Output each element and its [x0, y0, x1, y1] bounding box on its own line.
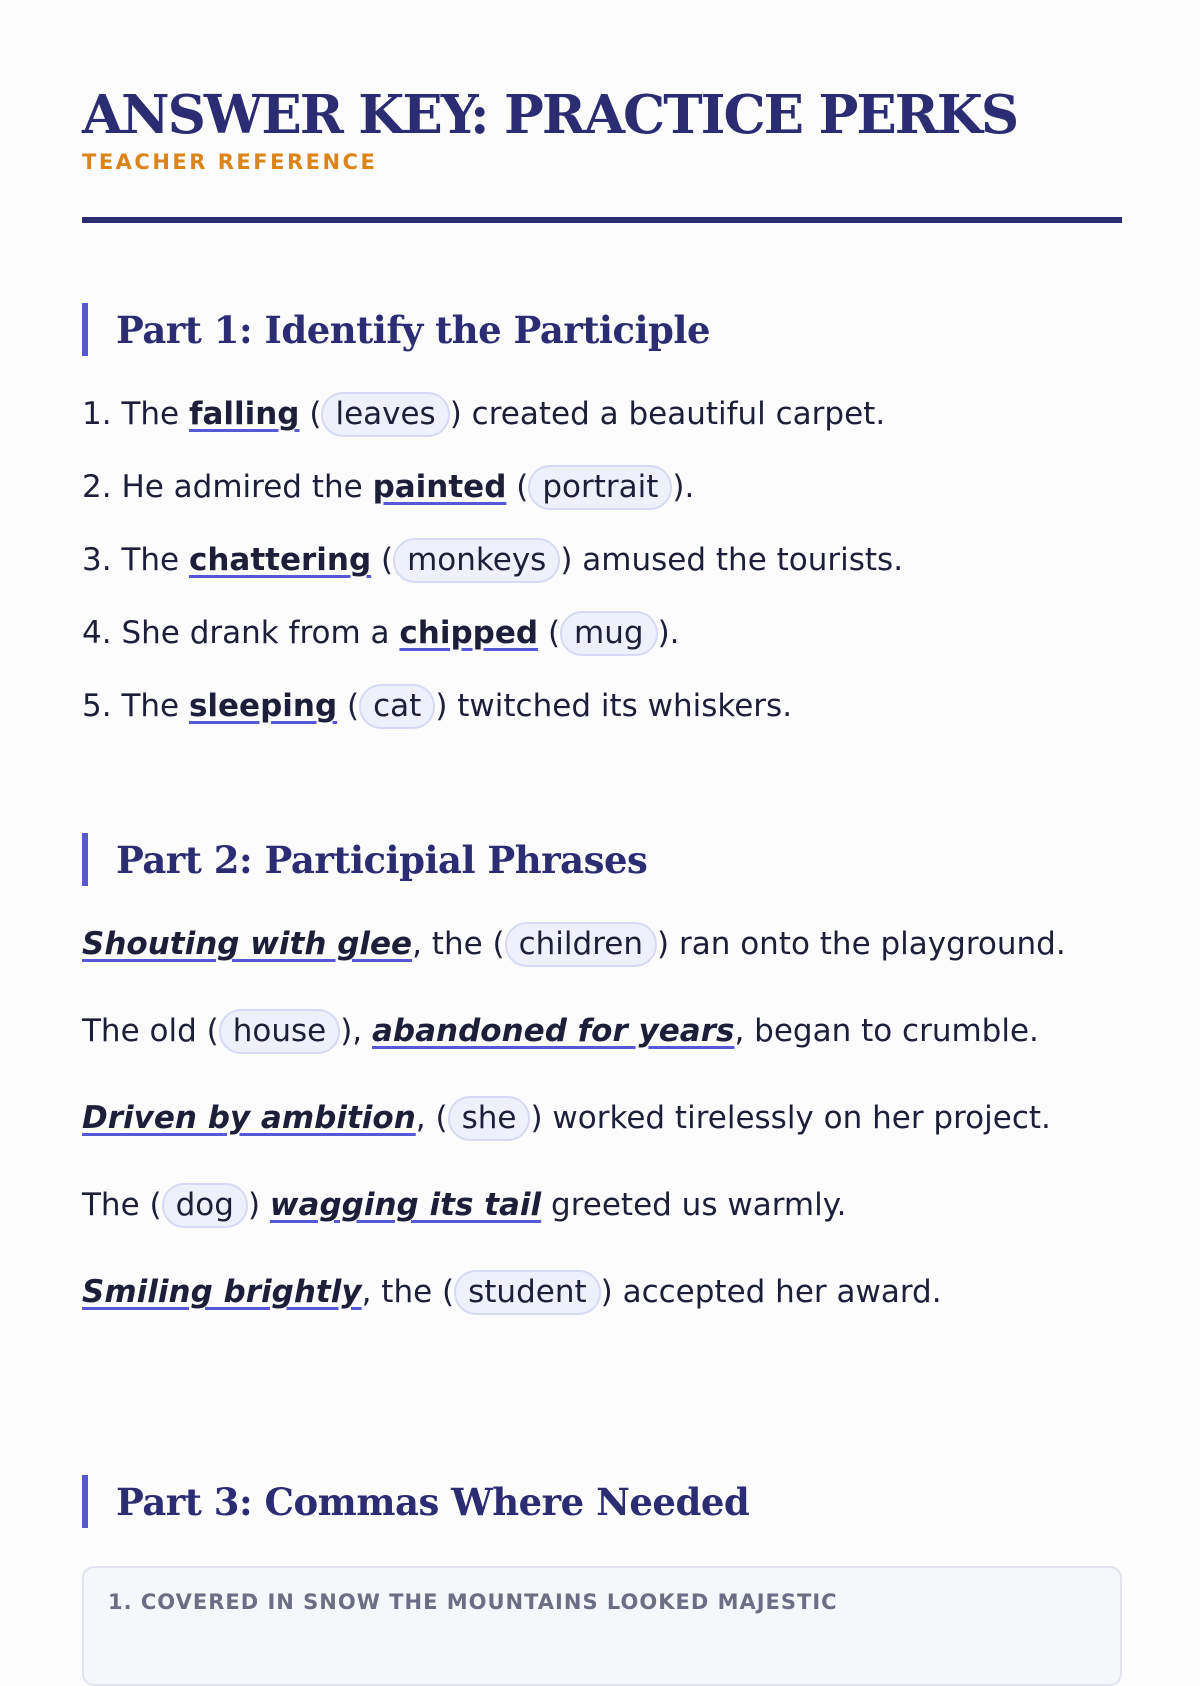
page-title: ANSWER KEY: PRACTICE PERKS — [82, 84, 1018, 146]
page-subtitle: TEACHER REFERENCE — [82, 150, 378, 175]
sentence-text: , the ( — [361, 1274, 455, 1311]
section-title: Part 3: Commas Where Needed — [116, 1479, 750, 1524]
part-1-list — [82, 392, 1098, 757]
item-number: 3. — [82, 542, 112, 579]
sentence-text: The ( — [82, 1187, 162, 1224]
participle: chipped — [399, 615, 539, 652]
sentence-text: She drank from a — [121, 615, 390, 652]
sentence-text: ) twitched its whiskers. — [435, 688, 793, 725]
modified-noun: dog — [162, 1183, 248, 1228]
section-heading-part-3 — [82, 1475, 1098, 1528]
participial-phrase: wagging its tail — [269, 1187, 542, 1224]
modified-noun: she — [448, 1096, 531, 1141]
sentence-text: ) ran onto the playground. — [657, 926, 1066, 963]
modified-noun: student — [454, 1270, 601, 1315]
sentence-text: ) worked tirelessly on her project. — [530, 1100, 1051, 1137]
list-item: 1. The falling ( leaves ) created a beautiful carpet. — [82, 392, 1098, 465]
modified-noun: children — [505, 922, 657, 967]
item-number: 4. — [82, 615, 112, 652]
list-item — [82, 922, 1098, 1009]
page-header — [82, 0, 1098, 223]
participle: sleeping — [188, 688, 338, 725]
modified-noun: house — [219, 1009, 340, 1054]
participle: falling — [188, 396, 300, 433]
modified-noun: portrait — [528, 465, 672, 510]
participle: chattering — [188, 542, 372, 579]
list-item: 2. He admired the painted ( portrait ). — [82, 465, 1098, 538]
modified-noun: mug — [560, 611, 658, 656]
answer-text: 1. COVERED IN SNOW THE MOUNTAINS LOOKED MAJESTIC — [108, 1590, 838, 1615]
section-title: Part 2: Participial Phrases — [116, 837, 648, 882]
section-title: Part 1: Identify the Participle — [116, 307, 711, 352]
sentence-text: , began to crumble. — [734, 1013, 1039, 1050]
sentence-text: The — [121, 688, 180, 725]
sentence-text: ). — [657, 615, 680, 652]
sentence-text: The — [121, 396, 180, 433]
modified-noun: cat — [359, 684, 435, 729]
participial-phrase: Smiling brightly — [82, 1274, 362, 1311]
list-item — [82, 1096, 1098, 1183]
list-item — [82, 1009, 1098, 1096]
list-item: 3. The chattering ( monkeys ) amused the tourists. — [82, 538, 1098, 611]
section-heading-part-2 — [82, 833, 1098, 886]
sentence-text: ). — [672, 469, 695, 506]
participle: painted — [372, 469, 507, 506]
modified-noun: monkeys — [393, 538, 560, 583]
list-item: 4. She drank from a chipped ( mug ). — [82, 611, 1098, 684]
item-number: 2. — [82, 469, 112, 506]
list-item: 5. The sleeping ( cat ) twitched its whiskers. — [82, 684, 1098, 757]
section-heading-part-1 — [82, 303, 1098, 356]
participial-phrase: abandoned for years — [372, 1013, 735, 1050]
sentence-text: ) accepted her award. — [600, 1274, 942, 1311]
sentence-text: ) amused the tourists. — [560, 542, 904, 579]
sentence-text: He admired the — [121, 469, 363, 506]
sentence-text: , the ( — [412, 926, 505, 963]
sentence-text: The old ( — [82, 1013, 219, 1050]
sentence-text: greeted us warmly. — [541, 1187, 847, 1224]
sentence-text: ) — [247, 1187, 270, 1224]
item-number: 5. — [82, 688, 112, 725]
participial-phrase: Driven by ambition — [82, 1100, 416, 1137]
list-item — [82, 1270, 1098, 1357]
list-item — [82, 1183, 1098, 1270]
part-2-list — [82, 922, 1098, 1357]
header-divider — [82, 217, 1122, 223]
sentence-text: ), — [340, 1013, 373, 1050]
item-number: 1. — [82, 396, 112, 433]
answer-box — [82, 1566, 1122, 1686]
sentence-text: The — [121, 542, 180, 579]
modified-noun: leaves — [321, 392, 449, 437]
participial-phrase: Shouting with glee — [82, 926, 413, 963]
sentence-text: ) created a beautiful carpet. — [449, 396, 886, 433]
sentence-text: , ( — [415, 1100, 448, 1137]
